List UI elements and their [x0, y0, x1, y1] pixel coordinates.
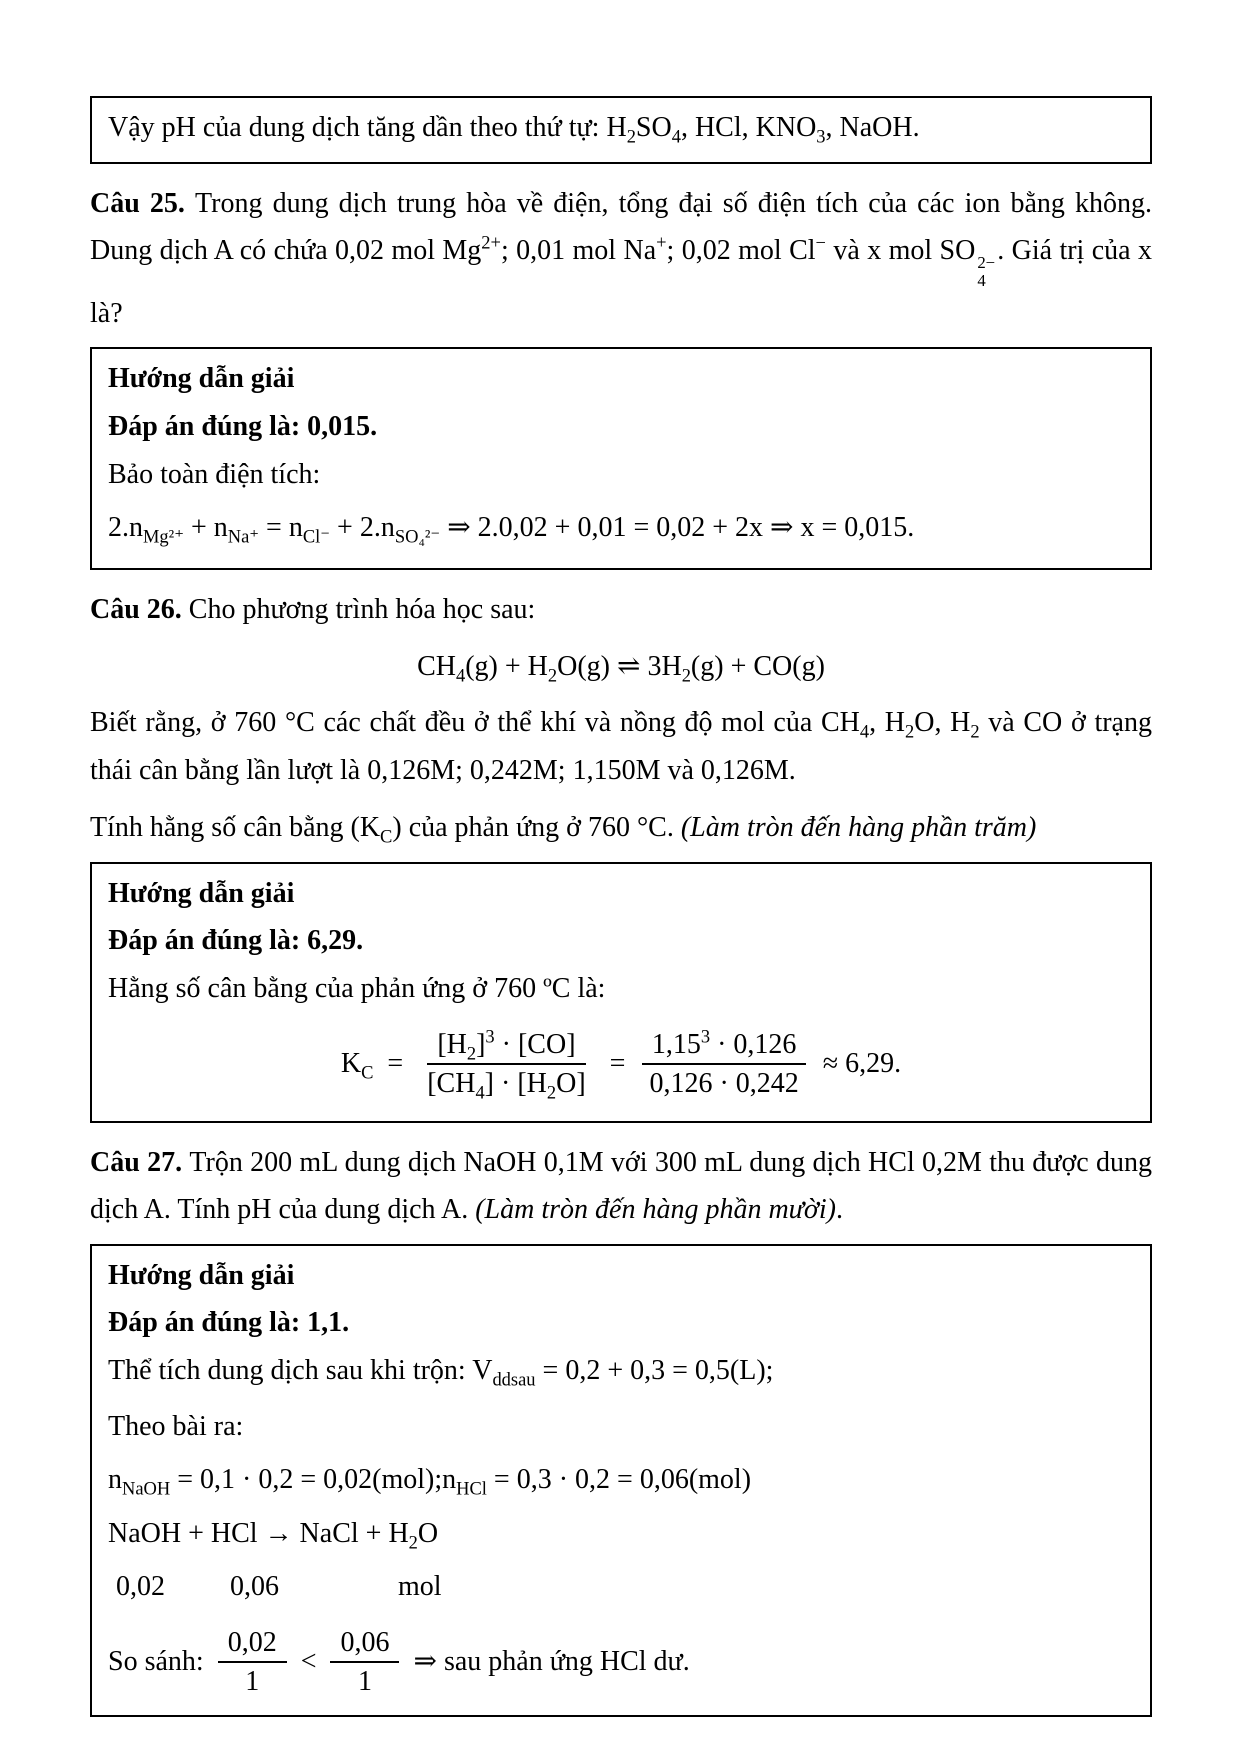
solution-26-answer: Đáp án đúng là: 6,29. [108, 925, 364, 957]
kc-numeric-fraction [639, 1027, 808, 1101]
kc-numeric-numerator: $1,15^3 \cdot 0,126$ [642, 1027, 807, 1065]
question-26-text1: Biết rằng, ở 760 °C các chất đều ở thể khí và nồng độ mol của $CH_4$, $H_2O$, $H_2$ và CO ở trạng thái cân bằng lần lượt là 0,126M; 0,242M; 1,150M và 0,126M. [90, 707, 1152, 786]
amount-unit: mol [398, 1571, 442, 1603]
solution-25-answer: Đáp án đúng là: 0,015. [108, 411, 378, 443]
compare-conclusion: ⇒ sau phản ứng HCl dư. [413, 1646, 690, 1678]
solution-26-line1: Hằng số cân bằng của phản ứng ở 760 ºC là: [108, 972, 606, 1004]
ph-order-text: Vậy pH của dung dịch tăng dần theo thứ tự: $H_2SO_4$, HCl, $KNO_3$, NaOH. [108, 112, 920, 147]
solution-25-heading: Hướng dẫn giải [108, 363, 295, 395]
solution-27-volume-line: Thể tích dung dịch sau khi trộn: $V_{ddsau} = 0,2 + 0,3 = 0,5(L)$; [108, 1354, 774, 1390]
amount-naoh: 0,02 [116, 1571, 165, 1603]
less-than-sign: < [300, 1646, 317, 1678]
question-25-text: Câu 25. Trong dung dịch trung hòa về điện, tổng đại số điện tích của các ion bằng không. Dung dịch A có chứa 0,02 mol $Mg^{2+}$; 0,01 mol Na+; 0,02 mol Cl− và x mol SO 2− 4 . Giá trị của x là? [90, 187, 1152, 329]
kc-symbolic-denominator: $[CH_4] \cdot [H_2O]$ [427, 1067, 586, 1103]
solution-27-given-label: Theo bài ra: [108, 1410, 244, 1442]
compare-fraction-naoh [218, 1625, 287, 1699]
solution-box-26 [90, 862, 1152, 1123]
compare-naoh-numerator: 0,02 [218, 1625, 287, 1663]
solution-26-kc-formula [108, 1027, 1134, 1101]
kc-symbolic-fraction [417, 1027, 595, 1101]
solution-27-reaction-equation: NaOH + HCl → NaCl + $H_2O$ [108, 1517, 439, 1553]
kc-symbolic-numerator: $[H_2]^3 \cdot [CO]$ [427, 1027, 585, 1065]
question-26-intro: Câu 26. Cho phương trình hóa học sau: [90, 593, 536, 625]
kc-result: ≈ 6,29. [822, 1047, 902, 1079]
equals-sign-2: = [609, 1047, 626, 1079]
solution-box-27 [90, 1244, 1152, 1717]
compare-naoh-denominator: 1 [245, 1665, 260, 1697]
equals-sign-1: = [387, 1047, 404, 1079]
solution-27-moles-line: $n_{NaOH} = 0,1 \cdot 0,2$ = $0,02(mol);n_{HCl} = 0,3 \cdot 0,2 = 0,06(mol)$ [108, 1464, 752, 1499]
ph-order-result-box [90, 96, 1152, 164]
kc-numeric-denominator: 0,126 · 0,242 [649, 1067, 799, 1099]
compare-fraction-hcl [330, 1625, 399, 1699]
solution-25-charge-balance-label: Bảo toàn điện tích: [108, 458, 321, 490]
solution-25-charge-balance-formula: $2.n_{Mg^{2+}} + n_{Na^+} = n_{Cl^-} + 2.n_{SO_4^{2-}}$ ⇒ 2.0,02 + 0,01 = 0,02 + 2x ⇒ x = 0,015. [108, 512, 915, 547]
solution-27-compare-line [108, 1625, 1134, 1699]
compare-label: So sánh: [108, 1646, 204, 1678]
compare-hcl-denominator: 1 [357, 1665, 372, 1697]
question-26-equation: $CH_4(g) + H_2O(g)$ ⇌ $3H_2(g) + CO(g)$ [417, 651, 825, 687]
question-27-text: Câu 27. Trộn 200 mL dung dịch NaOH 0,1M với 300 mL dung dịch HCl 0,2M thu được dung dịch A. Tính pH của dung dịch A. (Làm tròn đến hàng phần mười). [90, 1146, 1152, 1226]
amount-hcl: 0,06 [230, 1571, 279, 1603]
question-26-text2: Tính hằng số cân bằng $(K_C)$ của phản ứng ở 760 °C. (Làm tròn đến hàng phần trăm) [90, 812, 1037, 847]
solution-26-heading: Hướng dẫn giải [108, 877, 295, 909]
solution-27-amounts-row [108, 1563, 1134, 1611]
compare-hcl-numerator: 0,06 [330, 1625, 399, 1663]
kc-symbol: $K_C$ [340, 1047, 374, 1083]
solution-27-heading: Hướng dẫn giải [108, 1259, 295, 1291]
solution-27-answer: Đáp án đúng là: 1,1. [108, 1307, 350, 1339]
solution-box-25 [90, 347, 1152, 569]
